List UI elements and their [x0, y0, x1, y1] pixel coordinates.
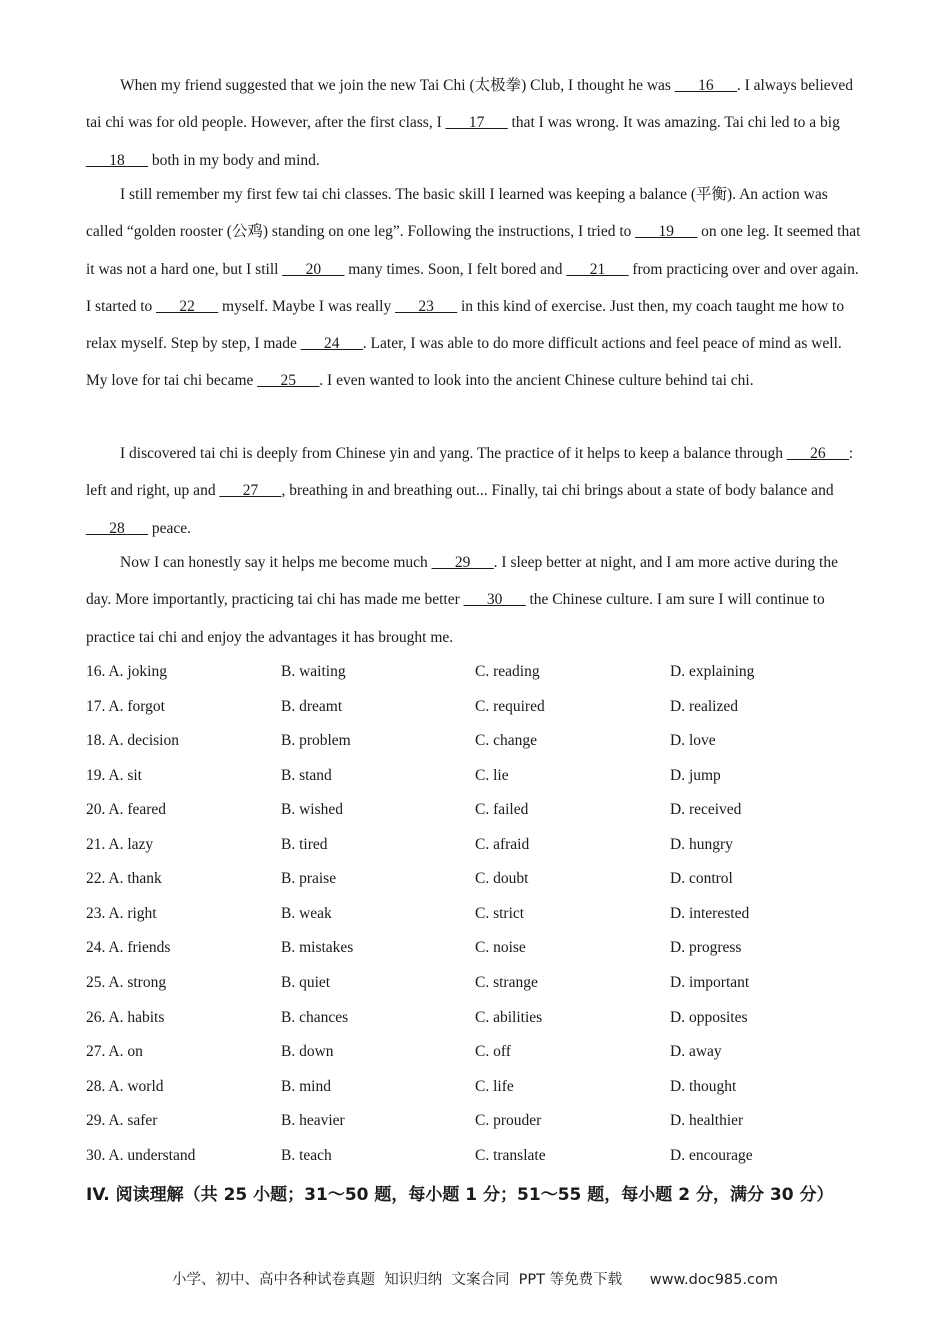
- option-17-b: B. dreamt: [281, 697, 343, 715]
- option-29-c: C. prouder: [475, 1112, 542, 1130]
- option-28-b: B. mind: [281, 1077, 331, 1095]
- blank-16: ___16___: [674, 77, 737, 94]
- passage-text: Now I can honestly say it helps me become much: [120, 554, 432, 571]
- option-30-a: 30. A. understand: [86, 1146, 196, 1164]
- passage-paragraph-1: [86, 67, 862, 179]
- option-30-b: B. teach: [281, 1146, 332, 1164]
- option-16-a: 16. A. joking: [86, 663, 167, 680]
- option-23-b: B. weak: [281, 904, 332, 922]
- option-19-b: B. stand: [281, 766, 332, 784]
- option-22-d: D. control: [670, 870, 733, 888]
- passage-text: both in my body and mind.: [148, 151, 320, 169]
- option-21-d: D. hungry: [670, 835, 733, 853]
- option-28-d: D. thought: [670, 1077, 737, 1095]
- option-24-b: B. mistakes: [281, 939, 354, 957]
- option-21-c: C. afraid: [475, 835, 530, 853]
- passage-paragraph-4: [86, 544, 862, 656]
- passage-text: in this kind of exercise. Just then, my coach taught me how to relax myself. Step by step, I made: [86, 297, 845, 353]
- option-22-c: C. doubt: [475, 870, 529, 888]
- passage-paragraph-2: [86, 176, 862, 400]
- option-25-a: 25. A. strong: [86, 973, 167, 991]
- passage-text: When my friend suggested that we join the new Tai Chi (太极拳) Club, I thought he was: [120, 77, 675, 94]
- passage-text: . I even wanted to look into the ancient Chinese culture behind tai chi.: [319, 372, 754, 390]
- page-footer: 小学、初中、高中各种试卷真题 知识归纳 文案合同 PPT 等免费下载 www.doc985.com: [172, 1272, 778, 1288]
- option-30-c: C. translate: [475, 1146, 546, 1164]
- option-18-a: 18. A. decision: [86, 732, 179, 750]
- option-24-d: D. progress: [670, 939, 742, 957]
- passage-text: I still remember my first few tai chi classes. The basic skill I learned was keeping a balance (平衡). An action was called “golden rooster (公鸡) standing on one leg”. Following the instructions, I tried to: [86, 186, 828, 241]
- blank-20: ___20___: [282, 260, 345, 278]
- option-25-c: C. strange: [475, 973, 538, 991]
- blank-25: ___25___: [257, 372, 320, 390]
- option-26-d: D. opposites: [670, 1008, 748, 1026]
- option-22-a: 22. A. thank: [86, 870, 162, 888]
- option-17-d: D. realized: [670, 697, 738, 715]
- option-20-d: D. received: [670, 801, 742, 819]
- option-24-c: C. noise: [475, 939, 526, 957]
- passage-text: from practicing over and over again. I started to: [86, 260, 859, 315]
- option-20-a: 20. A. feared: [86, 801, 167, 819]
- option-28-c: C. life: [475, 1077, 514, 1095]
- option-27-c: C. off: [475, 1043, 511, 1061]
- blank-27: ___27___: [219, 482, 282, 500]
- passage-text: many times. Soon, I felt bored and: [344, 260, 567, 278]
- option-21-b: B. tired: [281, 835, 328, 853]
- option-27-d: D. away: [670, 1043, 722, 1061]
- passage-text: . I always believed tai chi was for old people. However, after the first class, I: [86, 77, 854, 132]
- option-17-c: C. required: [475, 697, 545, 715]
- option-23-d: D. interested: [670, 904, 750, 922]
- option-18-b: B. problem: [281, 732, 351, 750]
- passage-text: , breathing in and breathing out... Finally, tai chi brings about a state of body balance and: [281, 482, 834, 500]
- blank-26: ___26___: [786, 445, 849, 462]
- option-28-a: 28. A. world: [86, 1077, 164, 1095]
- option-30-d: D. encourage: [670, 1146, 753, 1164]
- blank-21: ___21___: [566, 260, 629, 278]
- blank-18: ___18___: [86, 151, 148, 169]
- option-26-a: 26. A. habits: [86, 1008, 165, 1026]
- option-27-b: B. down: [281, 1043, 334, 1061]
- blank-30: ___30___: [463, 591, 526, 609]
- passage-text: myself. Maybe I was really: [218, 297, 396, 315]
- blank-19: ___19___: [635, 223, 698, 241]
- passage-text: peace.: [148, 519, 192, 537]
- passage-text: I discovered tai chi is deeply from Chinese yin and yang. The practice of it helps to keep a balance through: [120, 445, 787, 462]
- option-16-c: C. reading: [475, 663, 540, 680]
- option-16-b: B. waiting: [281, 663, 346, 680]
- option-27-a: 27. A. on: [86, 1043, 143, 1061]
- passage-text: on one leg. It seemed that it was not a hard one, but I still: [86, 223, 861, 278]
- blank-22: ___22___: [156, 297, 219, 315]
- passage-text: the Chinese culture. I am sure I will continue to practice tai chi and enjoy the advantages it has brought me.: [86, 591, 825, 646]
- option-26-b: B. chances: [281, 1008, 349, 1026]
- blank-24: ___24___: [300, 335, 363, 353]
- blank-28: ___28___: [86, 519, 148, 537]
- option-25-d: D. important: [670, 973, 750, 991]
- option-25-b: B. quiet: [281, 973, 331, 991]
- blank-23: ___23___: [395, 297, 458, 315]
- option-19-a: 19. A. sit: [86, 766, 142, 784]
- option-18-c: C. change: [475, 732, 537, 750]
- option-19-c: C. lie: [475, 766, 509, 784]
- option-24-a: 24. A. friends: [86, 939, 171, 957]
- option-16-d: D. explaining: [670, 663, 755, 680]
- option-17-a: 17. A. forgot: [86, 697, 165, 715]
- option-29-b: B. heavier: [281, 1112, 345, 1130]
- option-22-b: B. praise: [281, 870, 337, 888]
- option-21-a: 21. A. lazy: [86, 835, 154, 853]
- option-23-a: 23. A. right: [86, 904, 157, 922]
- option-20-c: C. failed: [475, 801, 529, 819]
- option-20-b: B. wished: [281, 801, 343, 819]
- blank-17: ___17___: [445, 114, 508, 132]
- passage-paragraph-3: [86, 435, 862, 547]
- option-19-d: D. jump: [670, 766, 721, 784]
- passage-text: that I was wrong. It was amazing. Tai chi led to a big: [507, 114, 840, 132]
- option-18-d: D. love: [670, 732, 716, 750]
- passage-text: . I sleep better at night, and I am more active during the day. More importantly, practicing tai chi has made me better: [86, 554, 838, 609]
- option-29-a: 29. A. safer: [86, 1112, 158, 1130]
- section-heading: IV. 阅读理解（共 25 小题；31～50 题，每小题 1 分；51～55 题，每小题 2 分，满分 30 分）: [86, 1185, 834, 1205]
- option-29-d: D. healthier: [670, 1112, 744, 1130]
- passage-text: : left and right, up and: [86, 445, 854, 500]
- blank-29: ___29___: [431, 554, 494, 571]
- option-23-c: C. strict: [475, 904, 525, 922]
- option-26-c: C. abilities: [475, 1008, 543, 1026]
- passage-text: . Later, I was able to do more difficult actions and feel peace of mind as well. My love for tai chi became: [86, 335, 842, 390]
